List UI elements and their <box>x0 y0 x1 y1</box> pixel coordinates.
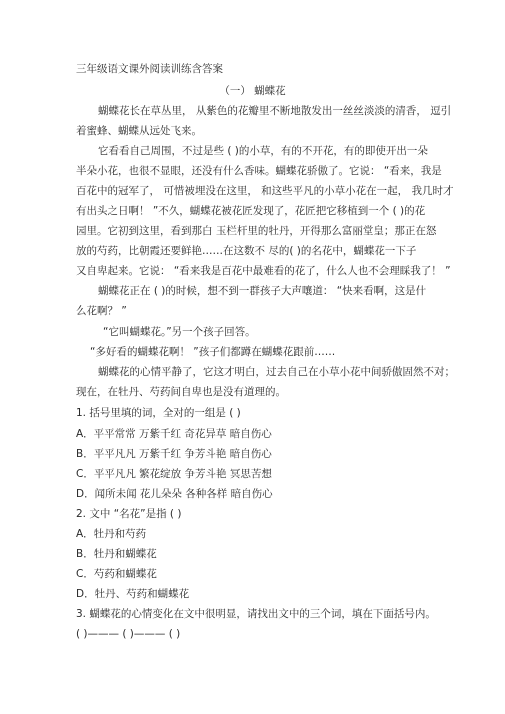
passage-line: 半朵小花，也很不显眼，还没有什么香味。蝴蝶花骄傲了。它说： “看来，我是 <box>76 165 442 177</box>
option-line: D．牡丹、芍药和蝴蝶花 <box>76 588 190 600</box>
passage-line: 百花中的冠军了， 可惜被埋没在这里， 和这些平凡的小草小花在一起， 我几时才 <box>76 185 454 197</box>
passage-line: 蝴蝶花的心情平静了，它这才明白，过去自己在小草小花中间骄傲固然不对； <box>98 366 455 378</box>
passage-line: “多好看的蝴蝶花啊！ ”孩子们都蹲在蝴蝶花跟前…… <box>90 346 336 358</box>
option-line: B．牡丹和蝴蝶花 <box>76 548 157 560</box>
question-line: 1. 括号里填的词，全对的一组是 ( ) <box>76 407 241 419</box>
option-line: D．闻所未闻 花儿朵朵 各种各样 暗自伤心 <box>76 488 273 500</box>
passage-line: 放的芍药，比朝霞还要鲜艳……在这数不 尽的( )的名花中，蝴蝶花一下子 <box>76 245 417 257</box>
option-line: B．平平凡凡 万紫千红 争芳斗艳 暗自伤心 <box>76 448 272 460</box>
question-line: 2. 文中 “名花”是指 ( ) <box>76 508 182 520</box>
passage-line: 现在，在牡丹、芍药间自卑也是没有道理的。 <box>76 386 286 398</box>
option-line: A．牡丹和芍药 <box>76 528 147 540</box>
passage-line: 它看看自己周围，不过是些 ( )的小草，有的不开花，有的即使开出一朵 <box>98 145 428 157</box>
passage-line: 蝴蝶花长在草丛里， 从紫色的花瓣里不断地散发出一丝丝淡淡的清香， 逗引 <box>98 105 452 117</box>
doc-title: 三年级语文课外阅读训练含答案 <box>76 63 223 75</box>
option-line: A．平平常常 万紫千红 奇花异草 暗自伤心 <box>76 428 272 440</box>
passage-line: 么花啊？ ” <box>76 305 127 317</box>
answer-blanks: ( )——— ( )——— ( ) <box>76 628 181 640</box>
passage-line: 园里。它初到这里，看到那白 玉栏杆里的牡丹，开得那么富丽堂皇；那正在怒 <box>76 225 437 237</box>
section-title: （一） 蝴蝶花 <box>219 85 286 97</box>
option-line: C．平平凡凡 繁花绽放 争芳斗艳 冥思苦想 <box>76 468 272 480</box>
passage-line: 蝴蝶花正在 ( )的时候，想不到一群孩子大声嚷道： “快来看啊，这是什 <box>98 285 427 297</box>
passage-line: 着蜜蜂、蝴蝶从远处飞来。 <box>76 125 202 137</box>
passage-line: “它叫蝴蝶花。”另一个孩子回答。 <box>103 326 256 338</box>
option-line: C．芍药和蝴蝶花 <box>76 568 157 580</box>
passage-line: 有出头之日啊！ ”不久，蝴蝶花被花匠发现了，花匠把它移植到一个 ( )的花 <box>76 205 426 217</box>
passage-line: 又自卑起来。它说： “看来我是百花中最难看的花了，什么人也不会理睬我了！ ” <box>76 265 451 277</box>
question-line: 3. 蝴蝶花的心情变化在文中很明显，请找出文中的三个词，填在下面括号内。 <box>76 608 436 620</box>
